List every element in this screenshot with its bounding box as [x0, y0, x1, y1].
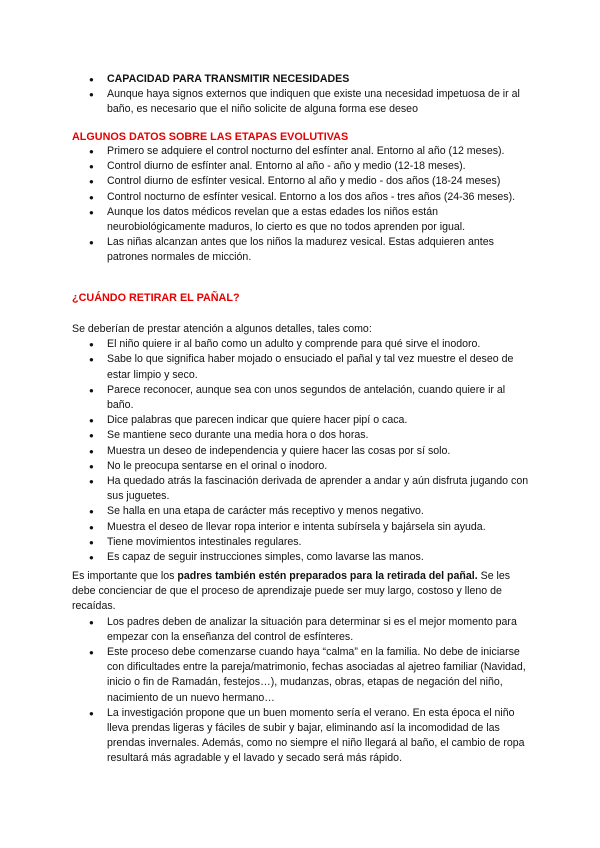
list-item: ● Control diurno de esfínter anal. Entorno al año - año y medio (12-18 meses). — [72, 159, 532, 174]
list-item: ● Tiene movimientos intestinales regulares. — [72, 535, 532, 550]
list-item: ● No le preocupa sentarse en el orinal o inodoro. — [72, 459, 532, 474]
when-heading: ¿CUÁNDO RETIRAR EL PAÑAL? — [72, 292, 240, 304]
when-list — [72, 337, 532, 565]
stages-heading: ALGUNOS DATOS SOBRE LAS ETAPAS EVOLUTIVAS — [72, 131, 349, 143]
list-item: ● Aunque haya signos externos que indiquen que existe una necesidad impetuosa de ir al baño, es necesario que el niño solicite de alguna forma ese deseo — [72, 87, 532, 117]
list-item: ● Este proceso debe comenzarse cuando haya “calma” en la familia. No debe de iniciarse con dificultades entre la pareja/matrimonio, fechas asociadas al ajetreo familiar (Navidad, inicio o fin de Ramadán, festejos…), mudanzas, obras, etapas de negación del niño, nacimiento de un nuevo hermano… — [72, 645, 532, 706]
parents-list — [72, 615, 532, 767]
list-item: ● Muestra un deseo de independencia y quiere hacer las cosas por sí solo. — [72, 444, 532, 459]
list-item: ● Los padres deben de analizar la situación para determinar si es el mejor momento para empezar con la enseñanza del control de esfínteres. — [72, 615, 532, 645]
list-item: ● La investigación propone que un buen momento sería el verano. En esta época el niño lleva prendas ligeras y fáciles de subir y bajar, eliminando así la incomodidad de las prendas invernales. Además, como no siempre el niño llegará al baño, el cambio de ropa resultará más agradable y el lavado y secado será más rápido. — [72, 706, 532, 767]
list-item: ● Parece reconocer, aunque sea con unos segundos de antelación, cuando quiere ir al baño. — [72, 383, 532, 413]
when-section — [72, 322, 532, 565]
list-item: ● Aunque los datos médicos revelan que a estas edades los niños están neurobiológicamente maduros, lo cierto es que no todos aprenden por igual. — [72, 205, 532, 235]
list-item: ● Se mantiene seco durante una media hora o dos horas. — [72, 428, 532, 443]
list-item: ● Ha quedado atrás la fascinación derivada de aprender a andar y aún disfruta jugando con sus juguetes. — [72, 474, 532, 504]
stages-list — [72, 144, 532, 266]
parents-text-bold: padres también estén preparados para la retirada del pañal. — [177, 570, 478, 582]
intro-list — [72, 72, 532, 118]
list-item: ● Sabe lo que significa haber mojado o ensuciado el pañal y tal vez muestre el deseo de estar limpio y seco. — [72, 352, 532, 382]
list-item: ● Muestra el deseo de llevar ropa interior e intenta subírsela y bajársela sin ayuda. — [72, 520, 532, 535]
parents-paragraph — [72, 569, 532, 615]
list-item: ● Es capaz de seguir instrucciones simples, como lavarse las manos. — [72, 550, 532, 565]
list-item: ● Dice palabras que parecen indicar que quiere hacer pipí o caca. — [72, 413, 532, 428]
intro-section — [72, 72, 532, 118]
list-item: ● Se halla en una etapa de carácter más receptivo y menos negativo. — [72, 504, 532, 519]
list-item: ● Primero se adquiere el control nocturno del esfínter anal. Entorno al año (12 meses). — [72, 144, 532, 159]
list-item: ● Control nocturno de esfínter vesical. Entorno a los dos años - tres años (24-36 meses). — [72, 190, 532, 205]
parents-section — [72, 569, 532, 767]
when-intro: Se deberían de prestar atención a algunos detalles, tales como: — [72, 323, 372, 335]
list-item: ● Las niñas alcanzan antes que los niños la madurez vesical. Estas adquieren antes patrones normales de micción. — [72, 235, 532, 265]
list-item: ● Control diurno de esfínter vesical. Entorno al año y medio - dos años (18-24 meses) — [72, 174, 532, 189]
list-item: ● CAPACIDAD PARA TRANSMITIR NECESIDADES — [72, 72, 532, 87]
parents-text-after: Se les debe concienciar de que el proceso de aprendizaje puede ser muy largo, costoso y lleno de recaídas. — [72, 570, 511, 613]
list-item: ● El niño quiere ir al baño como un adulto y comprende para qué sirve el inodoro. — [72, 337, 532, 352]
parents-text-before: Es importante que los — [72, 570, 178, 582]
stages-section — [72, 144, 532, 266]
